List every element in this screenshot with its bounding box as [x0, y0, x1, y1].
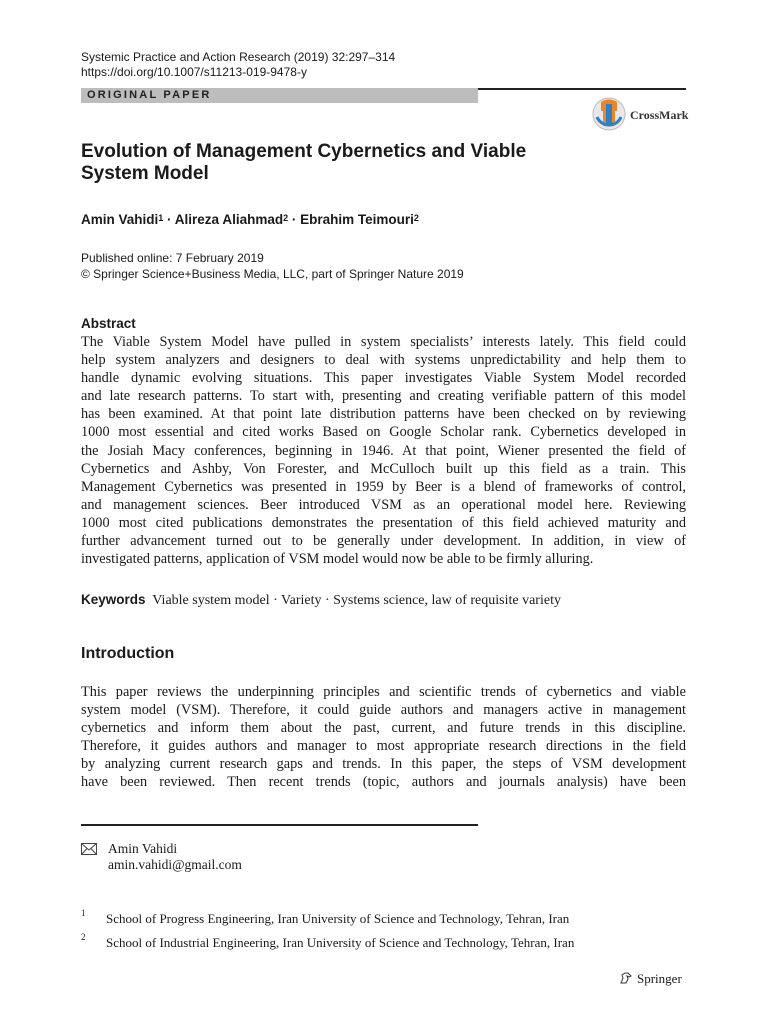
abstract-line: 1000 most cited publications demonstrates the presentation of this field achieved maturity and — [81, 514, 686, 531]
abstract-line: the Josiah Macy conferences, beginning in 1946. At that point, Wiener presented the field of — [81, 442, 686, 459]
abstract-line: 1000 most essential and cited works Based on Google Scholar rank. Cybernetics developed in — [81, 424, 686, 441]
author-name[interactable]: Alireza Aliahmad — [174, 212, 284, 227]
affiliation-text: School of Progress Engineering, Iran University of Science and Technology, Tehran, Iran — [106, 911, 570, 926]
header-rule — [478, 88, 686, 90]
abstract-line: Management Cybernetics was presented in 1959 by Beer is a blend of frameworks of control, — [81, 478, 686, 495]
corresponding-author-name: Amin Vahidi — [108, 841, 178, 856]
author-name[interactable]: Ebrahim Teimouri — [300, 212, 414, 227]
body-line: system model (VSM). Therefore, it could guide authors and managers active in management — [81, 702, 686, 719]
copyright-notice: © Springer Science+Business Media, LLC, part of Springer Nature 2019 — [81, 267, 464, 281]
author-affiliation-mark: 1 — [158, 213, 164, 223]
body-line: This paper reviews the underpinning principles and scientific trends of cybernetics and viable — [81, 684, 686, 700]
abstract-line: further advancement turned out to be generally under development. In addition, in view of — [81, 533, 686, 550]
body-line: by analyzing current research gaps and trends. In this paper, the steps of VSM development — [81, 756, 686, 773]
springer-horse-icon — [619, 971, 633, 985]
author-name[interactable]: Amin Vahidi — [81, 212, 159, 227]
article-type-label: ORIGINAL PAPER — [87, 89, 212, 101]
article-type-bar — [81, 88, 478, 103]
author-separator: · — [291, 212, 297, 227]
crossmark-icon — [592, 97, 626, 131]
affiliation-number: 1 — [81, 908, 86, 918]
affiliation-number: 2 — [81, 932, 86, 942]
paper-title — [81, 141, 621, 185]
abstract-line: has been examined. At that point late distribution patterns have been checked on by reviewing — [81, 406, 686, 423]
author-separator: · — [167, 212, 172, 227]
title-line: Evolution of Management Cybernetics and Viable — [81, 141, 527, 162]
abstract-text — [81, 333, 686, 568]
published-date: Published online: 7 February 2019 — [81, 251, 264, 265]
abstract-line: investigated patterns, application of VSM model would now be able to be firmly alluring. — [81, 551, 594, 568]
journal-citation: Systemic Practice and Action Research (2019) 32:297–314 — [81, 50, 396, 64]
crossmark-label: CrossMark — [630, 108, 689, 122]
affiliation-text: School of Industrial Engineering, Iran University of Science and Technology, Tehran, Iran — [106, 935, 575, 950]
body-line: have been reviewed. Then recent trends (topic, authors and journals analysis) have been — [81, 774, 686, 791]
abstract-line: and management sciences. Beer introduced VSM as an operational model here. Reviewing — [81, 496, 686, 513]
publisher-name: Springer — [637, 971, 682, 986]
corresponding-author-email[interactable]: amin.vahidi@gmail.com — [108, 857, 242, 872]
abstract-line: Cybernetics and Ashby, Von Forester, and McCulloch built up this field as a train. This — [81, 460, 686, 477]
title-line: System Model — [81, 163, 209, 184]
crossmark-badge[interactable] — [592, 97, 712, 133]
springer-logo — [619, 971, 682, 987]
keywords-label: Keywords — [81, 592, 146, 607]
keywords-list: Viable system model · Variety · Systems science, law of requisite variety — [152, 593, 561, 608]
abstract-line: The Viable System Model have pulled in system specialists’ interests lately. This field could — [81, 334, 686, 350]
envelope-icon — [81, 843, 97, 855]
author-affiliation-mark: 2 — [413, 213, 419, 223]
introduction-text — [81, 683, 686, 792]
body-line: cybernetics and inform them about the past, current, and future trends in this discipline. — [81, 720, 686, 737]
author-list — [81, 211, 419, 229]
doi-link[interactable]: https://doi.org/10.1007/s11213-019-9478-y — [81, 65, 307, 79]
abstract-line: help system analyzers and designers to deal with systems unpredictability and help them to — [81, 352, 686, 369]
abstract-line: and late research patterns. To start with, presenting and creating verifiable pattern of this model — [81, 388, 686, 405]
abstract-line: handle dynamic evolving situations. This paper investigates Viable System Model recorded — [81, 370, 686, 387]
footnote-rule — [81, 824, 478, 826]
section-heading-introduction: Introduction — [81, 645, 175, 662]
body-line: Therefore, it guides authors and manager to most appropriate research directions in the field — [81, 738, 686, 755]
author-affiliation-mark: 2 — [283, 213, 289, 223]
abstract-heading: Abstract — [81, 316, 136, 331]
keywords — [81, 591, 561, 610]
